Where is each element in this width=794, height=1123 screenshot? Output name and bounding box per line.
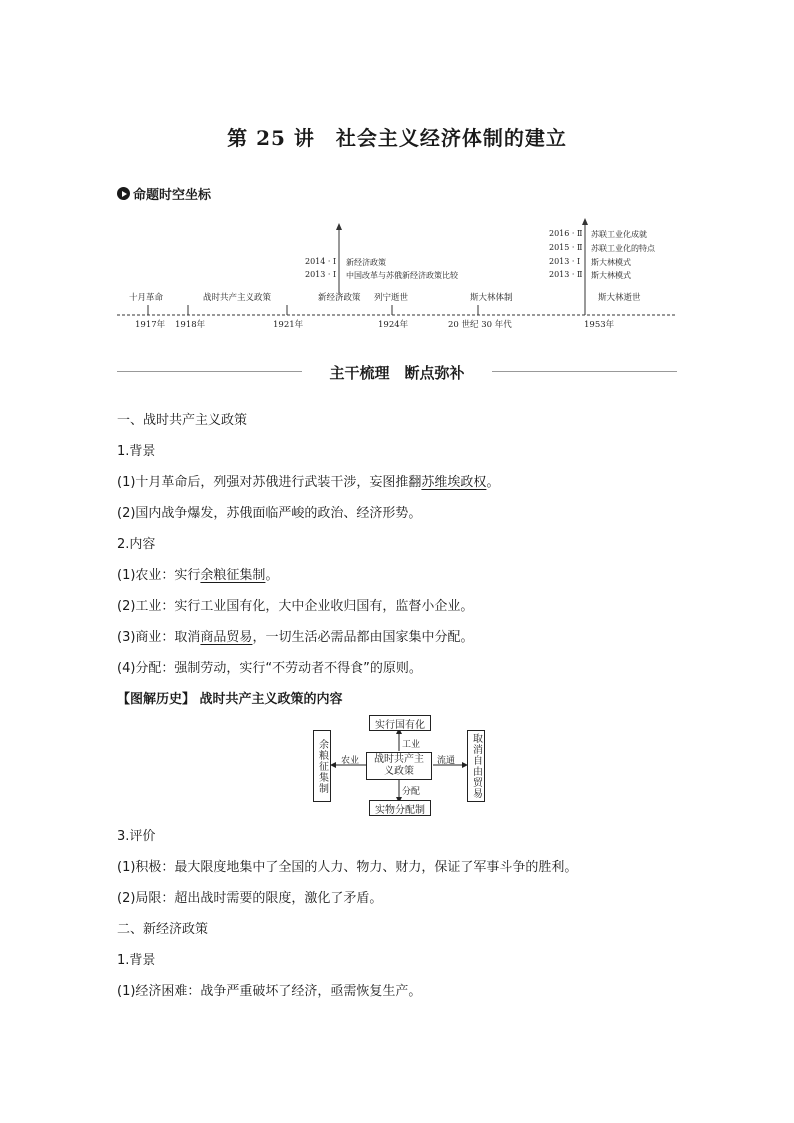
play-icon — [117, 187, 130, 200]
banner-title: 主干梳理 断点弥补 — [329, 364, 465, 382]
s1-content-3: (3)商业：取消商品贸易，一切生活必需品都由国家集中分配。 — [117, 630, 474, 645]
topic-china-comparison: 中国改革与苏俄新经济政策比较 — [346, 271, 458, 280]
year-1924: 1924年 — [378, 320, 409, 330]
section-banner — [117, 360, 677, 384]
year-1921: 1921年 — [273, 320, 304, 330]
ref-2016-2: 2016 · Ⅱ — [549, 229, 583, 238]
year-1930s: 20 世纪 30 年代 — [448, 320, 512, 330]
ref-2014-1: 2014 · Ⅰ — [305, 257, 337, 266]
topic-nep: 新经济政策 — [346, 258, 386, 267]
s1-bg-2: (2)国内战争爆发，苏俄面临严峻的政治、经济形势。 — [117, 506, 422, 521]
label-agriculture: 农业 — [341, 756, 360, 766]
event-stalin-death: 斯大林逝世 — [598, 293, 641, 303]
topic-soviet-industrial-achievement: 苏联工业化成就 — [591, 230, 647, 239]
s1-heading: 一、战时共产主义政策 — [117, 413, 248, 428]
diagram-caption: 【图解历史】 战时共产主义政策的内容 — [117, 692, 343, 707]
timeline-section-label — [117, 184, 211, 203]
event-stalin-system: 斯大林体制 — [470, 293, 513, 303]
year-1917: 1917年 — [135, 320, 166, 330]
s1-content-title: 2.内容 — [117, 537, 156, 552]
s1-content-1: (1)农业：实行余粮征集制。 — [117, 568, 279, 583]
ref-2013-2: 2013 · Ⅱ — [549, 270, 583, 279]
topic-stalin-model-1: 斯大林模式 — [591, 258, 631, 267]
s1-content-4: (4)分配：强制劳动，实行“不劳动者不得食”的原则。 — [117, 661, 422, 676]
topic-stalin-model-2: 斯大林模式 — [591, 271, 631, 280]
ref-2013-1b: 2013 · Ⅰ — [549, 257, 581, 266]
ref-2013-1: 2013 · Ⅰ — [305, 270, 337, 279]
year-1918: 1918年 — [175, 320, 206, 330]
s1-eval-2: (2)局限：超出战时需要的限度，激化了矛盾。 — [117, 891, 383, 906]
box-center: 战时共产主义政策 — [366, 752, 432, 780]
topic-soviet-industrial-features: 苏联工业化的特点 — [591, 244, 655, 253]
event-war-communism: 战时共产主义政策 — [203, 293, 272, 303]
box-nationalization: 实行国有化 — [369, 715, 431, 731]
timeline — [0, 0, 794, 340]
war-communism-diagram — [310, 712, 490, 818]
s1-content-2: (2)工业：实行工业国有化，大中企业收归国有，监督小企业。 — [117, 599, 474, 614]
s2-bg-1: (1)经济困难：战争严重破坏了经济，亟需恢复生产。 — [117, 984, 422, 999]
page-title: 第 25 讲 社会主义经济体制的建立 — [227, 126, 567, 150]
s1-bg-1: (1)十月革命后，列强对苏俄进行武装干涉，妄图推翻苏维埃政权。 — [117, 475, 500, 490]
label-industry: 工业 — [402, 740, 421, 750]
s1-eval-1: (1)积极：最大限度地集中了全国的人力、物力、财力，保证了军事斗争的胜利。 — [117, 860, 578, 875]
timeline-lines — [0, 0, 794, 340]
event-nep: 新经济政策 — [318, 293, 361, 303]
event-lenin-death: 列宁逝世 — [374, 293, 409, 303]
s2-heading: 二、新经济政策 — [117, 922, 209, 937]
event-october-revolution: 十月革命 — [129, 293, 164, 303]
box-abolish-trade: 取消自由贸易 — [467, 730, 485, 802]
label-circulation: 流通 — [437, 756, 456, 766]
box-grain-requisition: 余粮征集制 — [313, 730, 331, 802]
s1-bg-title: 1.背景 — [117, 444, 156, 459]
ref-2015-2: 2015 · Ⅱ — [549, 243, 583, 252]
s1-eval-title: 3.评价 — [117, 829, 156, 844]
timeline-section-text: 命题时空坐标 — [133, 188, 212, 203]
box-distribution: 实物分配制 — [369, 800, 431, 816]
label-distribution: 分配 — [402, 787, 421, 797]
year-1953: 1953年 — [584, 320, 615, 330]
s2-bg-title: 1.背景 — [117, 953, 156, 968]
